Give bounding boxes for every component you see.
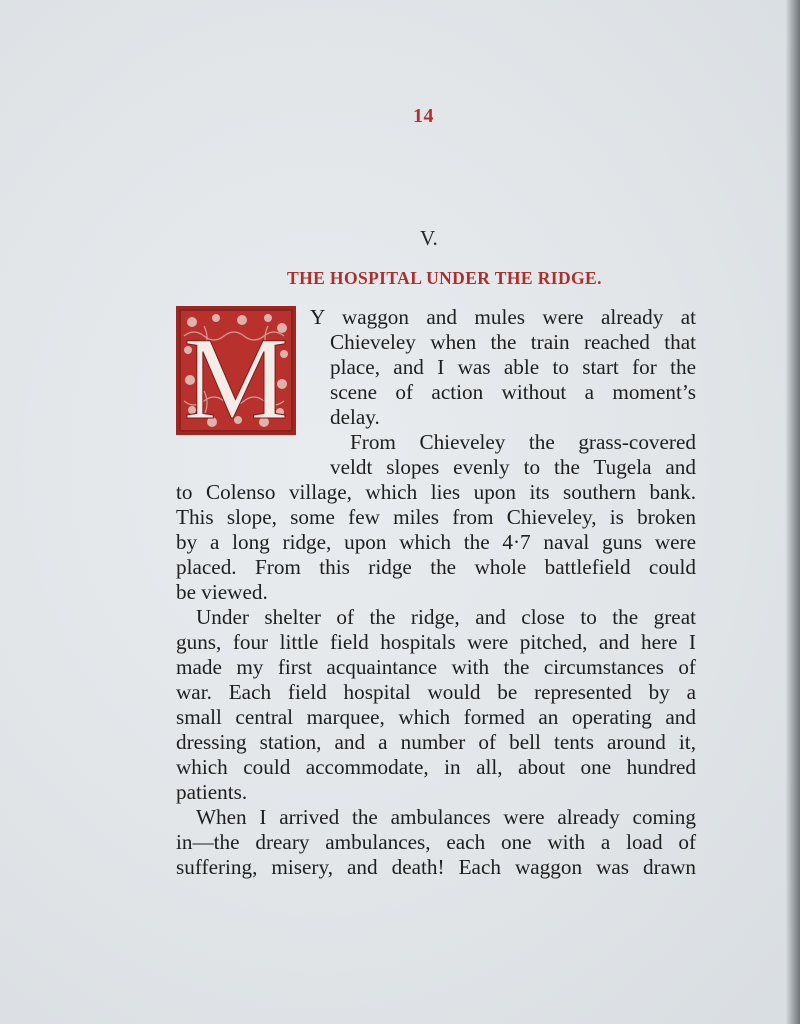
text-line: Under shelter of the ridge, and close to the great bbox=[196, 605, 696, 629]
text-line: delay. bbox=[330, 405, 380, 429]
text-line: Y waggon and mules were already at bbox=[310, 305, 696, 329]
text-line: suffering, misery, and death! Each waggon was drawn bbox=[176, 855, 696, 879]
text-line: in—the dreary ambulances, each one with a load of bbox=[176, 830, 696, 854]
text-line: small central marquee, which formed an operating and bbox=[176, 705, 696, 729]
text-line: made my first acquaintance with the circumstances of bbox=[176, 655, 696, 679]
text-line: placed. From this ridge the whole battlefield could bbox=[176, 555, 696, 579]
text-line: by a long ridge, upon which the 4·7 naval guns were bbox=[176, 530, 696, 554]
text-line: which could accommodate, in all, about one hundred bbox=[176, 755, 696, 779]
text-line: scene of action without a moment’s bbox=[330, 380, 696, 404]
chapter-title: THE HOSPITAL UNDER THE RIDGE. bbox=[287, 268, 602, 288]
text-line: guns, four little field hospitals were pitched, and here I bbox=[176, 630, 696, 654]
text-line: place, and I was able to start for the bbox=[330, 355, 696, 379]
text-line: Chieveley when the train reached that bbox=[330, 330, 696, 354]
chapter-number: V. bbox=[420, 226, 438, 250]
ornament-pattern-icon bbox=[176, 306, 296, 435]
text-line: to Colenso village, which lies upon its southern bank. bbox=[176, 480, 696, 504]
page-number: 14 bbox=[413, 105, 434, 127]
text-line: veldt slopes evenly to the Tugela and bbox=[330, 455, 696, 479]
page-spine-shadow bbox=[786, 0, 800, 1024]
text-line: be viewed. bbox=[176, 580, 268, 604]
text-line: dressing station, and a number of bell tents around it, bbox=[176, 730, 696, 754]
decorated-initial-m bbox=[176, 306, 296, 435]
text-line: When I arrived the ambulances were already coming bbox=[196, 805, 696, 829]
text-line: This slope, some few miles from Chieveley, is broken bbox=[176, 505, 696, 529]
text-line: From Chieveley the grass-covered bbox=[350, 430, 696, 454]
text-line: war. Each field hospital would be represented by a bbox=[176, 680, 696, 704]
text-line: patients. bbox=[176, 780, 248, 804]
drop-cap-letter: M bbox=[183, 313, 289, 435]
